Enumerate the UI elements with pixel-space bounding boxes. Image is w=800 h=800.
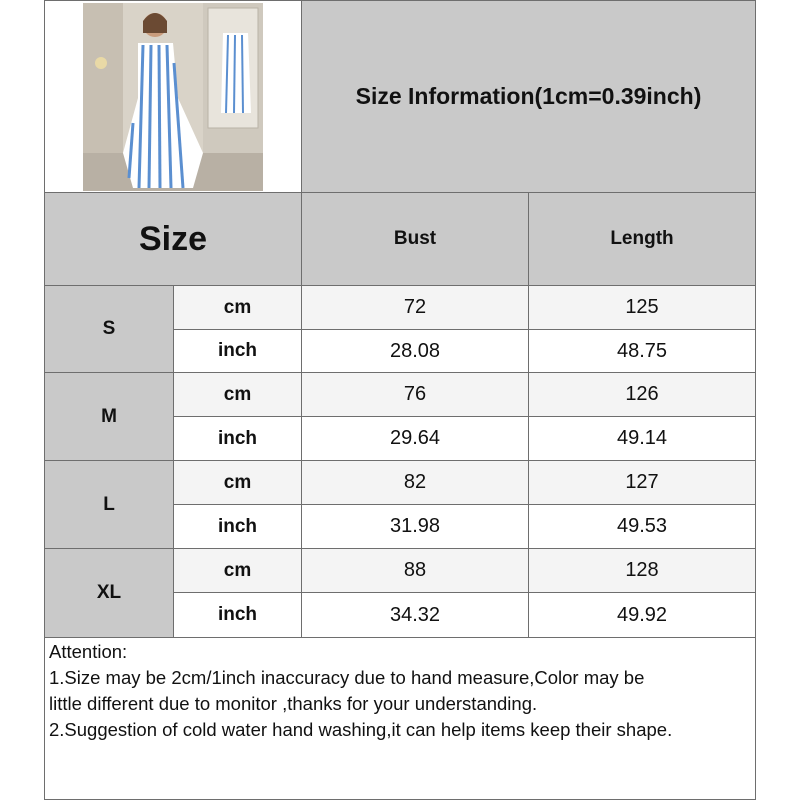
unit-label: inch — [173, 329, 302, 373]
attention-heading: Attention: — [49, 641, 128, 662]
attention-line: 2.Suggestion of cold water hand washing,it can help items keep their shape. — [49, 719, 673, 740]
bust-value: 28.08 — [301, 329, 529, 373]
bust-value: 31.98 — [301, 504, 529, 549]
length-value: 127 — [528, 460, 756, 505]
length-value: 49.53 — [528, 504, 756, 549]
attention-line: 1.Size may be 2cm/1inch inaccuracy due to hand measure,Color may be — [49, 667, 645, 688]
size-label: XL — [44, 548, 174, 638]
length-column-header: Length — [528, 192, 756, 286]
bust-value: 72 — [301, 285, 529, 330]
size-label: L — [44, 460, 174, 549]
unit-label: cm — [173, 460, 302, 505]
unit-label: cm — [173, 285, 302, 330]
unit-label: inch — [173, 504, 302, 549]
page-title: Size Information(1cm=0.39inch) — [301, 0, 756, 193]
unit-label: inch — [173, 592, 302, 638]
bust-value: 29.64 — [301, 416, 529, 461]
attention-line: little different due to monitor ,thanks for your understanding. — [49, 693, 538, 714]
unit-label: inch — [173, 416, 302, 461]
bust-value: 82 — [301, 460, 529, 505]
length-value: 49.92 — [528, 592, 756, 638]
unit-label: cm — [173, 372, 302, 417]
length-value: 125 — [528, 285, 756, 330]
size-label: M — [44, 372, 174, 461]
bust-value: 88 — [301, 548, 529, 593]
photo-cell — [44, 0, 302, 193]
length-value: 126 — [528, 372, 756, 417]
length-value: 128 — [528, 548, 756, 593]
length-value: 48.75 — [528, 329, 756, 373]
bust-value: 76 — [301, 372, 529, 417]
model-photo — [83, 3, 263, 191]
unit-label: cm — [173, 548, 302, 593]
bust-value: 34.32 — [301, 592, 529, 638]
attention-note — [44, 637, 756, 800]
length-value: 49.14 — [528, 416, 756, 461]
size-column-header: Size — [44, 192, 302, 286]
size-label: S — [44, 285, 174, 373]
bust-column-header: Bust — [301, 192, 529, 286]
